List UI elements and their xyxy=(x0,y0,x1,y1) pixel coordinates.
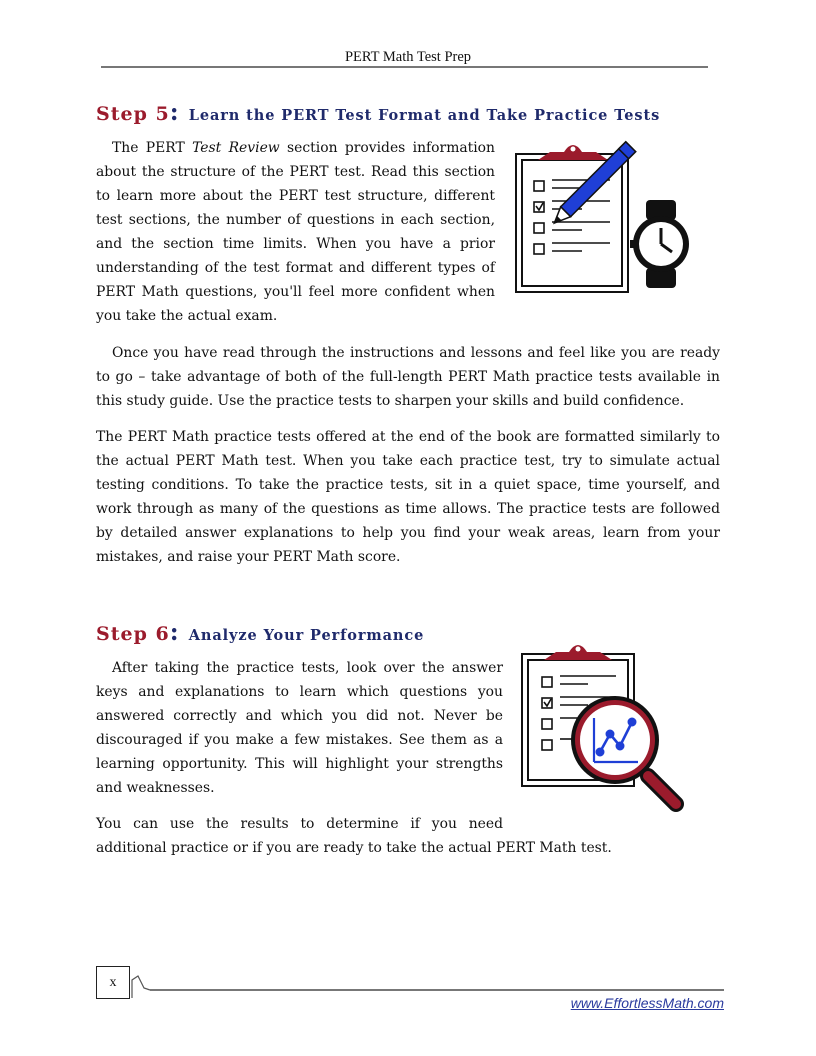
website-link[interactable]: www.EffortlessMath.com xyxy=(570,995,724,1011)
step5-p1-rest: section provides information about the structure of the PERT test. Read this section to learn more about the PERT test structure, different test sections, the number of questions in each section, and the section time limits. When you have a prior understanding of the test format and different types of PERT Math questions, you'll feel more confident when you take the actual exam. xyxy=(96,140,495,324)
running-header: PERT Math Test Prep xyxy=(344,49,472,65)
step6-number: Step 6 xyxy=(96,623,170,645)
footer-connector xyxy=(130,974,152,1000)
step6-paragraph-2-line-1: You can use the results to determine if you need xyxy=(96,816,503,832)
step5-paragraph-3: The PERT Math practice tests offered at the end of the book are formatted similarly to the actual PERT Math test. When you take each practice test, try to simulate actual testing conditions. To take the practice tests, sit in a quiet space, time yourself, and work through as many of the questions as time allows. The practice tests are followed by detailed answer explanations to help you find your weak areas, learn from your mistakes, and raise your PERT Math score. xyxy=(96,429,720,565)
step5-paragraph-1 xyxy=(96,136,495,328)
page-number: x xyxy=(96,966,130,999)
watch-icon xyxy=(630,200,689,288)
step6-paragraph-1: After taking the practice tests, look over the answer keys and explanations to learn which questions you answered correctly and which you did not. Never be discouraged if you make a few mistakes. See them as a learning opportunity. This will highlight your strengths and weaknesses. xyxy=(96,660,503,796)
footer-rule xyxy=(150,989,724,991)
step6-title: Analyze Your Performance xyxy=(188,627,425,644)
step5-p1-lead: The PERT xyxy=(112,140,193,156)
step5-heading xyxy=(96,97,660,126)
step5-p1-italic: Test Review xyxy=(192,140,280,156)
clipboard-pencil-watch-icon xyxy=(510,140,695,296)
header-rule xyxy=(101,66,708,68)
step5-title: Learn the PERT Test Format and Take Practice Tests xyxy=(188,107,661,124)
step5-paragraph-2: Once you have read through the instructions and lessons and feel like you are ready to go – take advantage of both of the full-length PERT Math practice tests available in this study guide. Use the practice tests to sharpen your skills and build confidence. xyxy=(96,345,720,409)
step5-number: Step 5 xyxy=(96,103,170,125)
step5-colon: : xyxy=(169,97,189,126)
step6-paragraph-2-line-2: additional practice or if you are ready to take the actual PERT Math test. xyxy=(96,840,612,856)
step6-heading xyxy=(96,617,424,646)
step6-colon: : xyxy=(169,617,189,646)
clipboard-magnifier-icon xyxy=(518,640,688,812)
magnifier-icon xyxy=(571,696,676,804)
